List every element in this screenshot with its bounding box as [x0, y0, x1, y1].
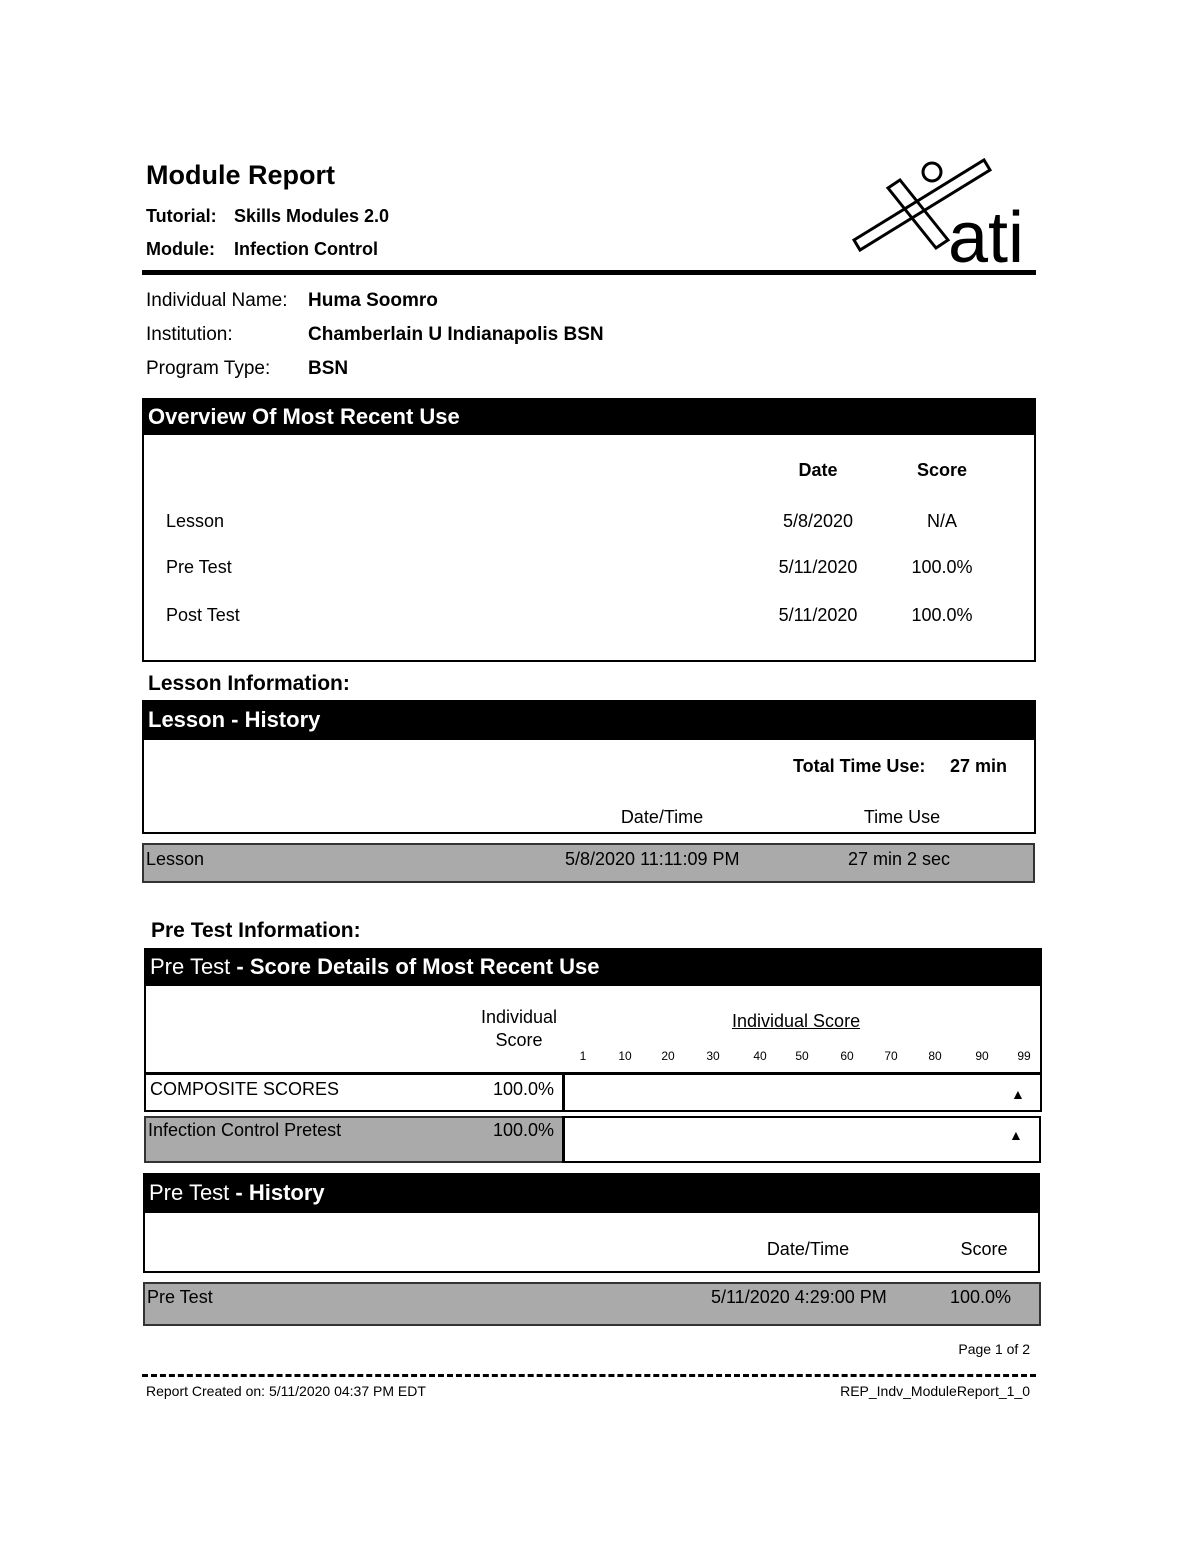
lesson-total-label: Total Time Use:	[793, 756, 926, 776]
pretest-bar-prefix: Pre Test	[150, 954, 231, 979]
page-number: Page 1 of 2	[958, 1341, 1030, 1357]
footer-dashed-rule	[142, 1374, 1036, 1377]
scale-tick: 90	[975, 1049, 989, 1063]
overview-row-date: 5/11/2020	[778, 605, 858, 625]
report-created: Report Created on: 5/11/2020 04:37 PM EDT	[146, 1383, 426, 1399]
overview-row-date: 5/8/2020	[782, 511, 854, 531]
pretest-history-suffix: - History	[229, 1180, 325, 1205]
institution-label: Institution:	[146, 324, 233, 345]
logo-text: ati	[948, 198, 1025, 270]
pretest-section-title: Pre Test Information:	[151, 919, 361, 942]
header-rule	[142, 270, 1036, 275]
tutorial-label: Tutorial:	[146, 206, 217, 226]
overview-row-date: 5/11/2020	[778, 557, 858, 577]
program-label: Program Type:	[146, 358, 271, 379]
pretest-hist-row-datetime: 5/11/2020 4:29:00 PM	[711, 1287, 887, 1307]
pretest-hist-col-datetime: Date/Time	[766, 1239, 850, 1259]
lesson-row-datetime: 5/8/2020 11:11:09 PM	[565, 849, 740, 869]
module-value: Infection Control	[234, 239, 378, 259]
pretest-hist-row-score: 100.0%	[950, 1287, 1012, 1307]
scale-tick: 50	[795, 1049, 809, 1063]
lesson-section-title: Lesson Information:	[148, 672, 350, 695]
overview-row-label: Post Test	[166, 605, 240, 625]
report-id: REP_Indv_ModuleReport_1_0	[840, 1383, 1030, 1399]
overview-col-score: Score	[916, 460, 968, 480]
overview-row-label: Pre Test	[166, 557, 232, 577]
overview-row-label: Lesson	[166, 511, 225, 531]
pretest-topic-label: Infection Control Pretest	[148, 1120, 342, 1140]
pretest-col-individual-score: Individual Score	[480, 1007, 558, 1050]
scale-tick: 30	[706, 1049, 720, 1063]
composite-scale	[562, 1072, 1042, 1112]
overview-row-score: 100.0%	[911, 557, 973, 577]
program-value: BSN	[308, 358, 349, 379]
lesson-col-timeuse: Time Use	[863, 807, 941, 827]
overview-col-date: Date	[798, 460, 838, 480]
scale-tick: 1	[579, 1049, 587, 1063]
composite-label: COMPOSITE SCORES	[150, 1079, 340, 1099]
scale-tick: 40	[753, 1049, 767, 1063]
overview-row-score: N/A	[926, 511, 957, 531]
scale-tick: 80	[928, 1049, 942, 1063]
lesson-total-value: 27 min	[950, 756, 1008, 776]
composite-score: 100.0%	[492, 1079, 554, 1099]
tutorial-value: Skills Modules 2.0	[234, 206, 390, 226]
pretest-topic-scale	[562, 1116, 1041, 1163]
pretest-hist-row-label: Pre Test	[147, 1287, 213, 1307]
ati-logo	[848, 152, 1040, 270]
institution-value: Chamberlain U Indianapolis BSN	[308, 324, 604, 345]
scale-tick: 20	[661, 1049, 675, 1063]
scale-tick: 10	[618, 1049, 632, 1063]
pretest-topic-score-marker: ▲	[1009, 1127, 1023, 1143]
scale-tick: 99	[1017, 1049, 1031, 1063]
pretest-hist-col-score: Score	[960, 1239, 1008, 1259]
pretest-score-bar	[144, 948, 1042, 986]
overview-row-score: 100.0%	[911, 605, 973, 625]
page-title: Module Report	[146, 160, 335, 190]
lesson-col-datetime: Date/Time	[620, 807, 704, 827]
overview-title-bar: Overview Of Most Recent Use	[142, 398, 1036, 435]
scale-tick: 70	[884, 1049, 898, 1063]
pretest-history-row	[143, 1282, 1041, 1326]
lesson-history-bar: Lesson - History	[142, 700, 1036, 740]
pretest-topic-score: 100.0%	[492, 1120, 554, 1140]
module-label: Module:	[146, 239, 215, 259]
scale-tick: 60	[840, 1049, 854, 1063]
pretest-history-prefix: Pre Test	[149, 1180, 230, 1205]
pretest-scale-title: Individual Score	[732, 1011, 861, 1031]
pretest-history-bar	[143, 1173, 1040, 1213]
lesson-row-label: Lesson	[146, 849, 205, 869]
lesson-row-timeuse: 27 min 2 sec	[848, 849, 951, 869]
name-label: Individual Name:	[146, 290, 288, 311]
name-value: Huma Soomro	[308, 290, 438, 311]
composite-score-marker: ▲	[1011, 1086, 1025, 1102]
pretest-bar-suffix: - Score Details of Most Recent Use	[230, 954, 600, 979]
